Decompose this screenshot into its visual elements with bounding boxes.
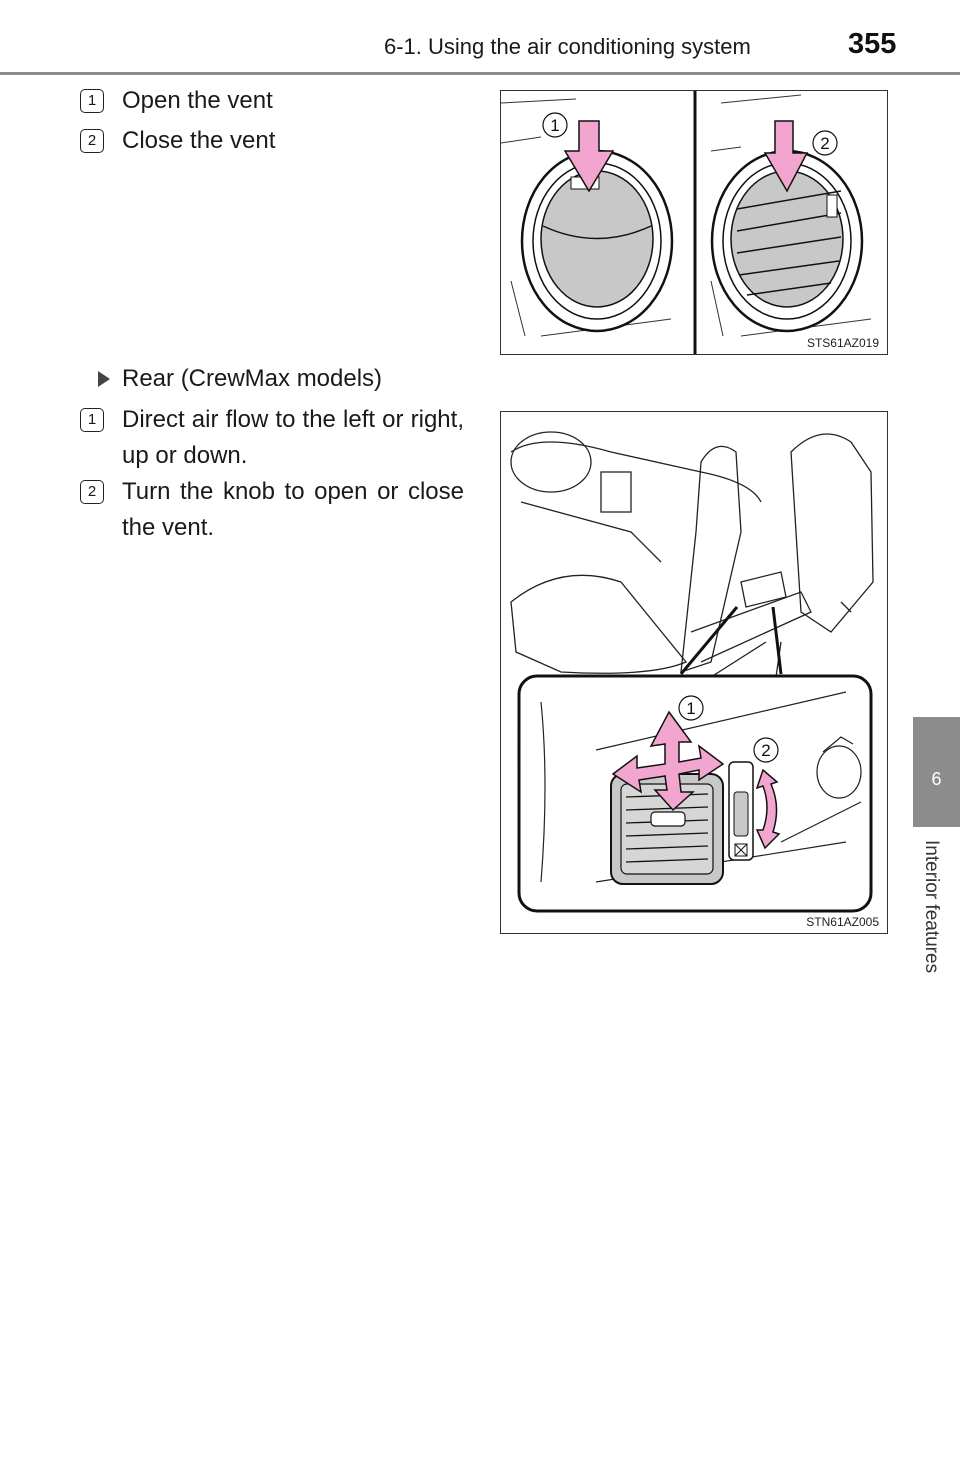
- step-badge: 1: [80, 408, 104, 432]
- figure-code: STN61AZ005: [806, 915, 879, 929]
- step-text: Open the vent: [122, 87, 273, 114]
- step-text: Close the vent: [122, 127, 276, 154]
- figure1-callout-2: 2: [820, 134, 830, 153]
- bullet-triangle-icon: [98, 371, 110, 387]
- chapter-tab: [913, 717, 960, 827]
- figure2-callout-2: 2: [761, 741, 771, 760]
- rear-vent-knob: [729, 762, 753, 860]
- page-number: 355: [848, 28, 897, 60]
- figure-rear-vent: [500, 411, 888, 934]
- chapter-number: 6: [931, 769, 942, 789]
- step-badge: 2: [80, 480, 104, 504]
- figure1-callout-1: 1: [550, 116, 560, 135]
- step-badge: 2: [80, 129, 104, 153]
- front-vents-illustration: [501, 91, 888, 355]
- figure2-callout-1: 1: [686, 699, 696, 718]
- step-text: Direct air flow to the left or right, up or down.: [122, 406, 464, 469]
- rear-heading-text: Rear (CrewMax models): [122, 365, 383, 392]
- section-title: 6-1. Using the air conditioning system: [384, 34, 751, 59]
- figure-code: STS61AZ019: [806, 336, 879, 350]
- step-text: Turn the knob to open or close the vent.: [122, 478, 464, 541]
- chapter-label: [920, 840, 948, 1000]
- chapter-label-text: Interior features: [921, 840, 942, 974]
- header-divider: [0, 72, 960, 75]
- step-badge: 1: [80, 89, 104, 113]
- cabin-sketch: [511, 432, 873, 677]
- figure-front-vents: [500, 90, 888, 355]
- rear-vent-illustration: [501, 412, 888, 934]
